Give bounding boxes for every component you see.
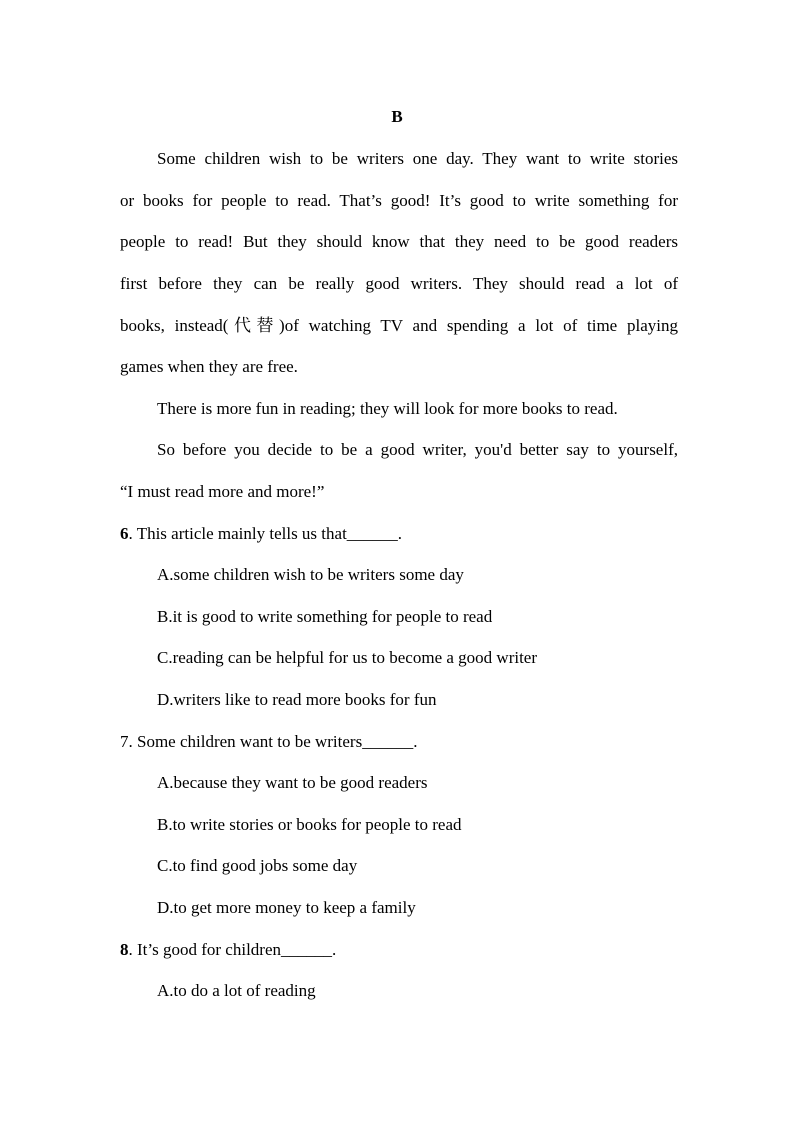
question-8-stem <box>120 939 336 961</box>
question-text: . It’s good for children______. <box>128 940 337 959</box>
question-7-option-d: D.to get more money to keep a family <box>157 898 416 917</box>
question-text: . Some children want to be writers______. <box>128 732 418 751</box>
passage-line: first before they can be really good writers. They should read a lot of <box>120 274 678 293</box>
question-8-option-a: A.to do a lot of reading <box>157 981 316 1000</box>
passage-line: There is more fun in reading; they will look for more books to read. <box>157 399 618 418</box>
question-6-stem <box>120 523 402 545</box>
question-number: 8 <box>120 940 129 959</box>
passage-line: Some children wish to be writers one day. They want to write stories <box>157 149 678 168</box>
question-6-option-d: D.writers like to read more books for fun <box>157 690 437 709</box>
question-6-option-a: A.some children wish to be writers some day <box>157 565 464 584</box>
question-7-option-c: C.to find good jobs some day <box>157 856 358 875</box>
question-6-option-c: C.reading can be helpful for us to become a good writer <box>157 648 538 667</box>
question-7-option-a: A.because they want to be good readers <box>157 773 428 792</box>
passage-line: or books for people to read. That’s good! It’s good to write something for <box>120 191 678 210</box>
passage-line: “I must read more and more!” <box>120 482 325 501</box>
question-7-stem <box>120 731 417 753</box>
question-number: 7 <box>120 732 129 751</box>
question-text: . This article mainly tells us that______. <box>128 524 403 543</box>
section-heading: B <box>391 107 403 126</box>
question-number: 6 <box>120 524 129 543</box>
passage-line: games when they are free. <box>120 357 298 376</box>
question-7-option-b: B.to write stories or books for people to read <box>157 815 462 834</box>
passage-line: people to read! But they should know that they need to be good readers <box>120 232 678 251</box>
question-6-option-b: B.it is good to write something for people to read <box>157 607 493 626</box>
passage-line: So before you decide to be a good writer, you'd better say to yourself, <box>157 440 678 459</box>
passage-line: books, instead(代替)of watching TV and spending a lot of time playing <box>120 316 678 335</box>
